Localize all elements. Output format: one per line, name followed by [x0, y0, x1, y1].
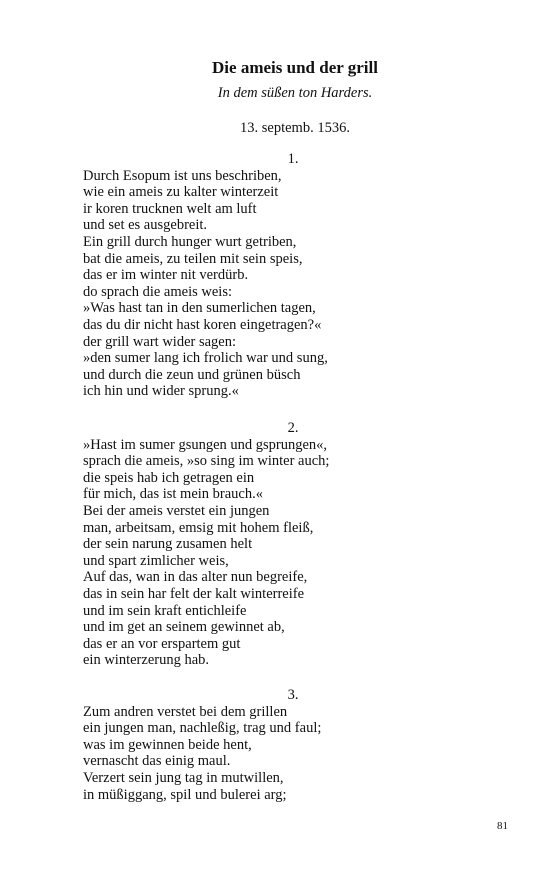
verse-line: und im sein kraft entichleife: [83, 602, 247, 619]
verse-line: und im get an seinem gewinnet ab,: [83, 619, 285, 636]
stanza-number: 1.: [287, 151, 299, 167]
verse-line: »den sumer lang ich frolich war und sung,: [83, 350, 328, 367]
verse-line: ir koren trucknen welt am luft: [83, 200, 257, 217]
stanza: [83, 687, 503, 803]
verse-line: do sprach die ameis weis:: [83, 283, 232, 300]
verse-line: und set es ausgebreit.: [83, 217, 208, 234]
verse-line: »Was hast tan in den sumerlichen tagen,: [83, 300, 316, 317]
verse-line: die speis hab ich getragen ein: [83, 469, 255, 486]
stanza-lines: [83, 168, 503, 400]
stanza: [83, 420, 503, 669]
page-number: 81: [497, 820, 508, 832]
verse-line: wie ein ameis zu kalter winterzeit: [83, 184, 279, 201]
stanza: [83, 151, 503, 400]
verse-line: sprach die ameis, »so sing im winter auch;: [83, 453, 330, 470]
verse-line: Zum andren verstet bei dem grillen: [83, 703, 288, 720]
verse-line: Verzert sein jung tag in mutwillen,: [83, 769, 284, 786]
verse-line: »Hast im sumer gsungen und gsprungen«,: [83, 436, 328, 453]
verse-line: Ein grill durch hunger wurt getriben,: [83, 233, 297, 250]
verse-line: das er an vor erspartem gut: [83, 635, 241, 652]
stanza-number: 3.: [287, 687, 299, 703]
verse-line: ich hin und wider sprung.«: [83, 383, 239, 400]
stanza-lines: [83, 437, 503, 669]
poem-date: 13. septemb. 1536.: [240, 120, 350, 136]
verse-line: was im gewinnen beide hent,: [83, 736, 252, 753]
verse-line: ein jungen man, nachleßig, trag und faul;: [83, 720, 322, 737]
verse-line: und durch die zeun und grünen büsch: [83, 366, 301, 383]
verse-line: vernascht das einig maul.: [83, 753, 231, 770]
verse-line: das er im winter nit verdürb.: [83, 267, 249, 284]
verse-line: das du dir nicht hast koren eingetragen?«: [83, 316, 322, 333]
poem-subtitle: In dem süßen ton Harders.: [217, 85, 373, 101]
stanza-number: 2.: [287, 420, 299, 436]
verse-line: man, arbeitsam, emsig mit hohem fleiß,: [83, 519, 314, 536]
verse-line: Bei der ameis verstet ein jungen: [83, 502, 270, 519]
stanza-lines: [83, 704, 503, 804]
verse-line: das in sein har felt der kalt winterreife: [83, 585, 305, 602]
poem-title: Die ameis und der grill: [212, 58, 378, 77]
verse-line: für mich, das ist mein brauch.«: [83, 486, 263, 503]
verse-line: und spart zimlicher weis,: [83, 552, 229, 569]
verse-line: der grill wart wider sagen:: [83, 333, 237, 350]
verse-line: bat die ameis, zu teilen mit sein speis,: [83, 250, 303, 267]
verse-line: in müßiggang, spil und bulerei arg;: [83, 786, 287, 803]
verse-line: der sein narung zusamen helt: [83, 536, 253, 553]
verse-line: ein winterzerung hab.: [83, 652, 210, 669]
verse-line: Durch Esopum ist uns beschriben,: [83, 167, 282, 184]
verse-line: Auf das, wan in das alter nun begreife,: [83, 569, 308, 586]
